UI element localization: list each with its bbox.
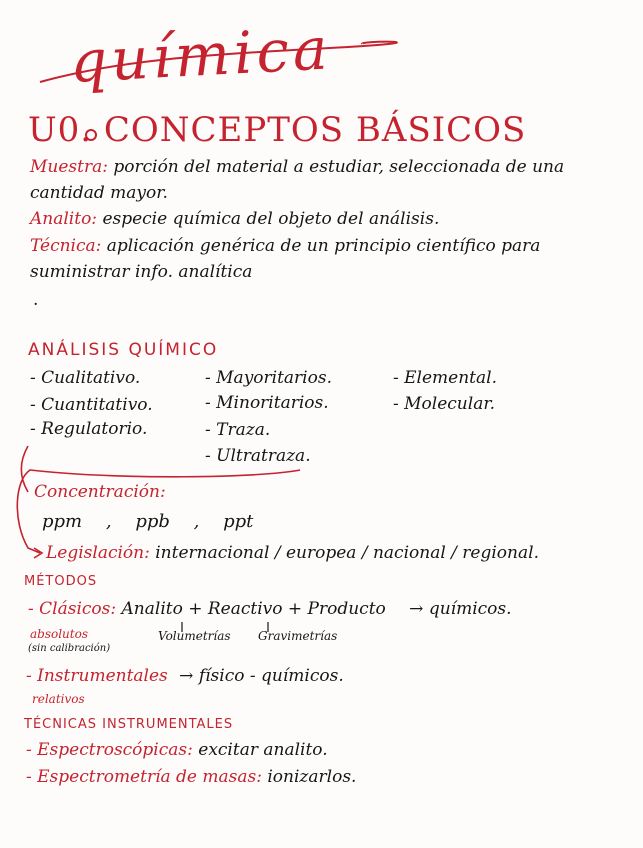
absolutos-label: absolutos — [30, 627, 88, 641]
analisis-heading: ANÁLISIS QUÍMICO — [28, 340, 219, 360]
analisis-col3-item: - Elemental. — [393, 368, 497, 388]
definition-tecnica-cont: suministrar info. analítica — [30, 262, 253, 282]
page-title: química — [68, 14, 334, 96]
definition-muestra: Muestra: porción del material a estudiar, seleccionada de una — [30, 157, 565, 177]
unit-heading: U0. CONCEPTOS BÁSICOS — [28, 110, 527, 150]
definition-analito: Analito: especie química del objeto del análisis. — [30, 209, 440, 229]
legislacion-line: Legislación: internacional / europea / nacional / regional. — [46, 543, 539, 563]
regulatorio-arrow — [21, 446, 28, 492]
tecnica-item: - Espectroscópicas: excitar analito. — [26, 740, 328, 760]
sin-calibracion-label: (sin calibración) — [28, 643, 111, 654]
definition-muestra-cont: cantidad mayor. — [30, 183, 168, 203]
tecnica-item: - Espectrometría de masas: ionizarlos. — [26, 767, 357, 787]
concentracion-label: Concentración: — [34, 482, 166, 502]
bullet-dot: . — [33, 290, 39, 310]
definition-tecnica: Técnica: aplicación genérica de un principio científico para — [30, 236, 541, 256]
analisis-col2-item: - Mayoritarios. — [205, 368, 332, 388]
volumetrias-label: Volumetrías — [158, 629, 231, 643]
analisis-col2-item: - Traza. — [205, 420, 271, 440]
relativos-label: relativos — [32, 692, 85, 706]
analisis-col3-item: - Molecular. — [393, 394, 495, 414]
analisis-col2-item: - Minoritarios. — [205, 393, 329, 413]
instrumentales-line: - Instrumentales → físico - químicos. — [26, 666, 344, 686]
tecnicas-heading: TÉCNICAS INSTRUMENTALES — [24, 717, 234, 732]
gravimetrias-label: Gravimetrías — [258, 629, 338, 643]
analisis-col1-item: - Cualitativo. — [30, 368, 141, 388]
analisis-col1-item: - Cuantitativo. — [30, 395, 153, 415]
clasicos-line: - Clásicos: Analito + Reactivo + Producto → químicos. — [28, 599, 512, 619]
analisis-col1-item: - Regulatorio. — [30, 419, 148, 439]
metodos-heading: MÉTODOS — [24, 574, 98, 589]
concentracion-units: ppm , ppb , ppt — [42, 511, 254, 532]
analisis-col2-item: - Ultratraza. — [205, 446, 311, 466]
